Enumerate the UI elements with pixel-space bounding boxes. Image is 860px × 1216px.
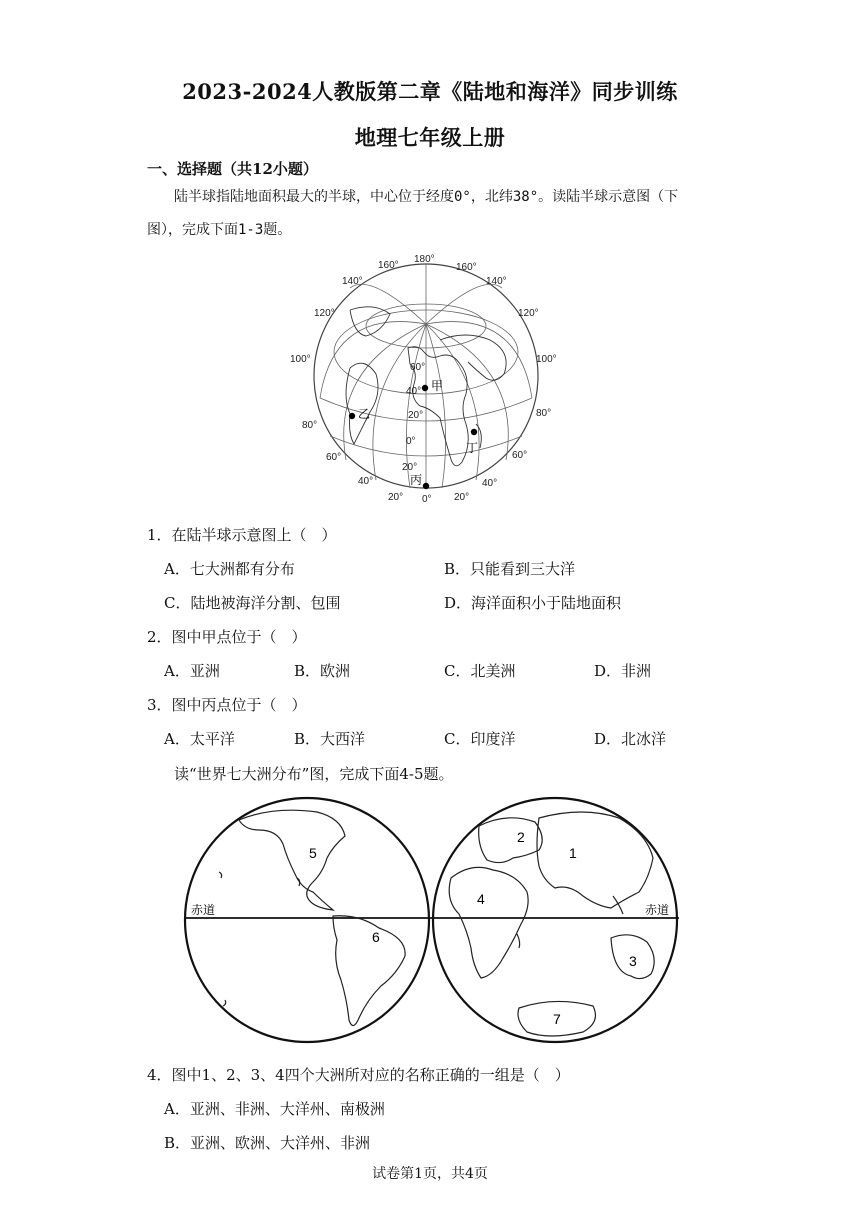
globe-label: 40°: [406, 386, 422, 397]
continent-label-2: 2: [517, 829, 525, 845]
option-3c[interactable]: C．印度洋: [444, 730, 516, 748]
question-text: 图中1、2、3、4四个大洲所对应的名称正确的一组是（ ）: [171, 1066, 570, 1084]
intro-2: 读“世界七大洲分布”图，完成下面4-5题。: [174, 765, 454, 783]
point-ding-label: 丁: [466, 441, 479, 455]
seven-continents-map: [183, 796, 681, 1046]
question-3: [147, 694, 307, 715]
globe-label: 60°: [410, 362, 426, 373]
intro-line-2: 图），完成下面1-3题。: [147, 222, 292, 238]
globe-label: 20°: [454, 492, 470, 503]
section-heading: 一、选择题（共12小题）: [147, 160, 318, 178]
globe-label: 100°: [290, 354, 311, 365]
point-bing-marker: [423, 483, 429, 489]
question-number: 2．: [147, 628, 172, 646]
option-3a[interactable]: A．太平洋: [164, 730, 235, 748]
continent-label-5: 5: [309, 845, 317, 861]
globe-label: 160°: [378, 260, 399, 271]
continent-label-6: 6: [372, 929, 380, 945]
point-yi-label: 乙: [358, 407, 371, 421]
globe-label: 20°: [408, 410, 424, 421]
option-4a[interactable]: A．亚洲、非洲、大洋州、南极洲: [164, 1100, 385, 1118]
globe-label: 80°: [536, 408, 552, 419]
land-hemisphere-map: [290, 248, 580, 508]
globe-label: 160°: [456, 262, 477, 273]
option-2b[interactable]: B．欧洲: [294, 662, 351, 680]
question-text: 图中丙点位于（ ）: [171, 696, 307, 714]
option-2c[interactable]: C．北美洲: [444, 662, 516, 680]
continent-label-1: 1: [569, 845, 577, 861]
option-1b[interactable]: B．只能看到三大洋: [444, 560, 576, 578]
option-1c[interactable]: C．陆地被海洋分割、包围: [164, 594, 341, 612]
question-number: 1．: [147, 526, 172, 544]
option-2d[interactable]: D．非洲: [594, 662, 652, 680]
globe-label: 120°: [314, 308, 335, 319]
globe-label: 0°: [422, 494, 432, 505]
page-subtitle: 地理七年级上册: [354, 125, 506, 150]
point-jia-marker: [422, 385, 428, 391]
continent-label-3: 3: [629, 953, 637, 969]
question-1: [147, 524, 337, 545]
globe-label: 20°: [388, 492, 404, 503]
globe-label: 100°: [536, 354, 557, 365]
continent-label-4: 4: [477, 891, 485, 907]
question-number: 4．: [147, 1066, 172, 1084]
globe-label: 60°: [512, 450, 528, 461]
point-bing-label: 丙: [410, 473, 423, 487]
globe-label: 140°: [342, 276, 363, 287]
continent-label-7: 7: [553, 1011, 561, 1027]
globe-label: 0°: [406, 436, 416, 447]
globe-label: 60°: [326, 452, 342, 463]
question-text: 图中甲点位于（ ）: [171, 628, 307, 646]
question-4: [147, 1064, 570, 1085]
page-footer: 试卷第1页，共4页: [372, 1166, 488, 1182]
globe-label: 40°: [358, 476, 374, 487]
option-2a[interactable]: A．亚洲: [164, 662, 220, 680]
option-4b[interactable]: B．亚洲、欧洲、大洋州、非洲: [164, 1134, 371, 1152]
question-2: [147, 626, 307, 647]
question-text: 在陆半球示意图上（ ）: [171, 526, 337, 544]
point-yi-marker: [349, 413, 355, 419]
option-3d[interactable]: D．北冰洋: [594, 730, 667, 748]
globe-label: 80°: [302, 420, 318, 431]
globe-label: 40°: [482, 478, 498, 489]
globe-label: 20°: [402, 462, 418, 473]
question-number: 3．: [147, 696, 172, 714]
globe-label: 180°: [414, 254, 435, 265]
intro-line-1: 陆半球指陆地面积最大的半球，中心位于经度0°，北纬38°。读陆半球示意图（下: [174, 189, 679, 205]
equator-label-left: 赤道: [191, 903, 216, 917]
option-3b[interactable]: B．大西洋: [294, 730, 366, 748]
point-ding-marker: [471, 429, 477, 435]
option-1d[interactable]: D．海洋面积小于陆地面积: [444, 594, 622, 612]
option-1a[interactable]: A．七大洲都有分布: [164, 560, 295, 578]
page-title: 2023-2024人教版第二章《陆地和海洋》同步训练: [182, 79, 678, 104]
equator-label-right: 赤道: [645, 903, 670, 917]
point-jia-label: 甲: [431, 379, 444, 393]
globe-label: 140°: [486, 276, 507, 287]
globe-label: 120°: [518, 308, 539, 319]
